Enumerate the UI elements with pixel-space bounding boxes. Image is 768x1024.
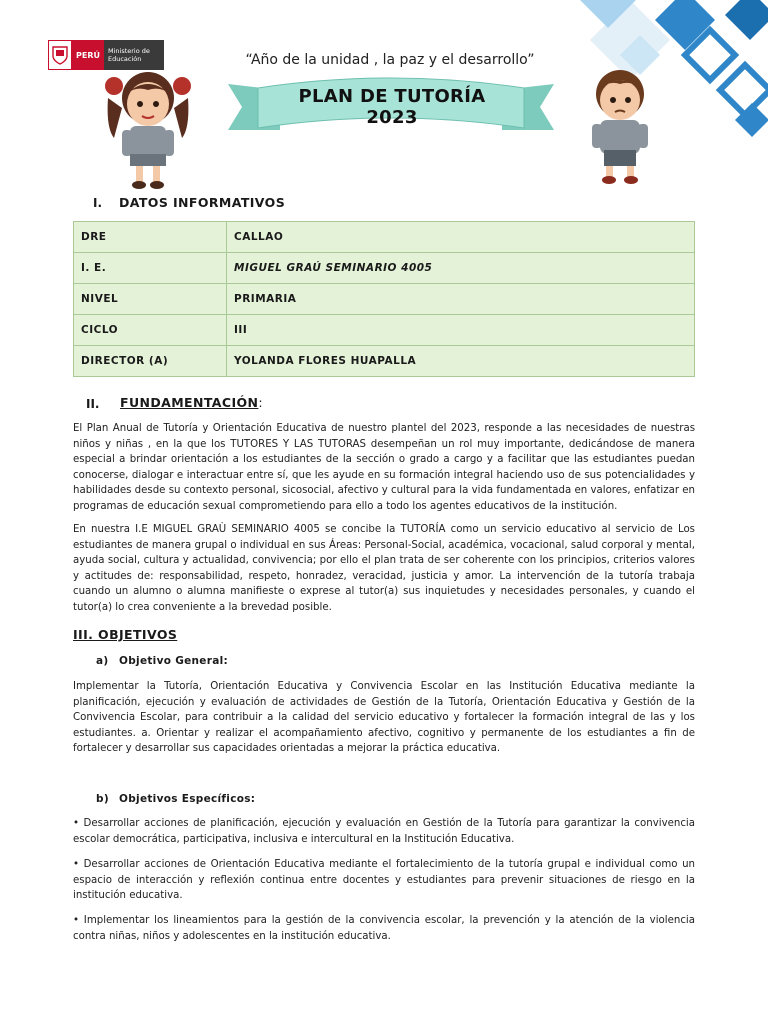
girl-student-illustration — [100, 68, 196, 190]
general-objective-title: Objetivo General: — [119, 655, 228, 667]
info-table — [73, 221, 695, 377]
section-1-title: DATOS INFORMATIVOS — [119, 195, 286, 210]
general-objective-text: Implementar la Tutoría, Orientación Educativa y Convivencia Escolar en las Institución Educativa mediante la planificación, ejecución y evaluación de actividades de Gestión de la Tutoría, Orientación Educativa y Gestión de la Convivencia Escolar, para contribuir a la calidad del servicio educativo y fortalecer la formación integral de las y los estudiantes. a. Orientar y realizar el acompañamiento afectivo, cognitivo y permanente de los estudiantes a fin de fortalecer y desarrollar sus capacidades orientadas a mejorar la práctica educativa. — [73, 681, 695, 755]
peru-seal-icon — [48, 40, 72, 70]
year-motto: “Año de la unidad , la paz y el desarrollo” — [245, 52, 535, 68]
info-key: DRE — [74, 222, 227, 253]
fundamentacion-paragraph-1: El Plan Anual de Tutoría y Orientación Educativa de nuestro plantel del 2023, responde a las necesidades de nuestras niños y niñas , en la que los TUTORES Y LAS TUTORAS desempeñan un rol muy importante, dedicándose de manera especial a brindar orientación a los estudiantes de la sección o grado a cargo y a facilitar que las estudiantes puedan conocerse, dialogar e interactuar entre sí, que les ayude en su formación integral haciendo uso de sus potencialidades y habilidades desde su contexto personal, sicosocial, afectivo y cultural para la vida fundamentada en valores, enfatizar en programas de educación sexual comprometiendo para ello a todo los agentes educativos de la institución. — [73, 423, 695, 512]
info-value: III — [227, 315, 695, 346]
specific-objective-item: • Desarrollar acciones de planificación, ejecución y evaluación en Gestión de la Tutoría para garantizar la convivencia escolar democrática, participativa, inclusiva e intercultural en la Institución Educativa. — [73, 818, 695, 845]
logo-ministry: Ministerio de Educación — [104, 40, 164, 70]
table-row — [74, 346, 695, 377]
section-1-number: I. — [93, 196, 103, 210]
info-value: PRIMARIA — [227, 284, 695, 315]
specific-objectives-label: b) — [96, 793, 109, 805]
table-row — [74, 222, 695, 253]
section-2-title: FUNDAMENTACIÓN — [120, 395, 259, 410]
info-key: NIVEL — [74, 284, 227, 315]
info-value: MIGUEL GRAÚ SEMINARIO 4005 — [227, 253, 695, 284]
info-key: CICLO — [74, 315, 227, 346]
info-key: DIRECTOR (A) — [74, 346, 227, 377]
section-2-title-wrap — [120, 395, 263, 410]
logo-country: PERÚ — [72, 40, 104, 70]
table-row — [74, 315, 695, 346]
specific-objective-item: • Desarrollar acciones de Orientación Educativa mediante el fortalecimiento de la tutoría grupal e individual como un espacio de interacción y reflexión continua entre docentes y estudiantes para prevenir situaciones de riesgo en la institución educativa. — [73, 859, 695, 902]
table-row — [74, 284, 695, 315]
document-title: PLAN DE TUTORÍA 2023 — [298, 86, 486, 128]
section-3-title: III. OBJETIVOS — [73, 627, 178, 642]
info-value: YOLANDA FLORES HUAPALLA — [227, 346, 695, 377]
info-key: I. E. — [74, 253, 227, 284]
ministry-logo — [48, 40, 168, 70]
general-objective-label: a) — [96, 655, 109, 667]
specific-objective-item: • Implementar los lineamientos para la gestión de la convivencia escolar, la prevención y la atención de la violencia contra niñas, niños y adolescentes en la institución educativa. — [73, 915, 695, 942]
table-row — [74, 253, 695, 284]
fundamentacion-paragraph-2: En nuestra I.E MIGUEL GRAÙ SEMINARIO 4005 se concibe la TUTORÍA como un servicio educativo al servicio de Los estudiantes de manera grupal o individual en sus Áreas: Personal-Social, académica, vocacional, salud corporal y mental, ayuda social, cultura y actualidad, convivencia; por ello el plan trata de ser coherente con los principios, criterios valores y actitudes de: responsabilidad, respeto, honradez, veracidad, justicia y amor. La intervención de la tutoría trabaja cuando un alumno o alumna manifieste o exprese al tutor(a) sus inquietudes y necesidades personales, y cuando el tutor(a) lo crea conveniente a la brevedad posible. — [73, 524, 695, 613]
boy-student-illustration — [576, 66, 664, 186]
specific-objectives-title: Objetivos Específicos: — [119, 793, 256, 805]
section-2-number: II. — [86, 397, 100, 411]
section-2-colon: : — [258, 395, 264, 410]
info-value: CALLAO — [227, 222, 695, 253]
